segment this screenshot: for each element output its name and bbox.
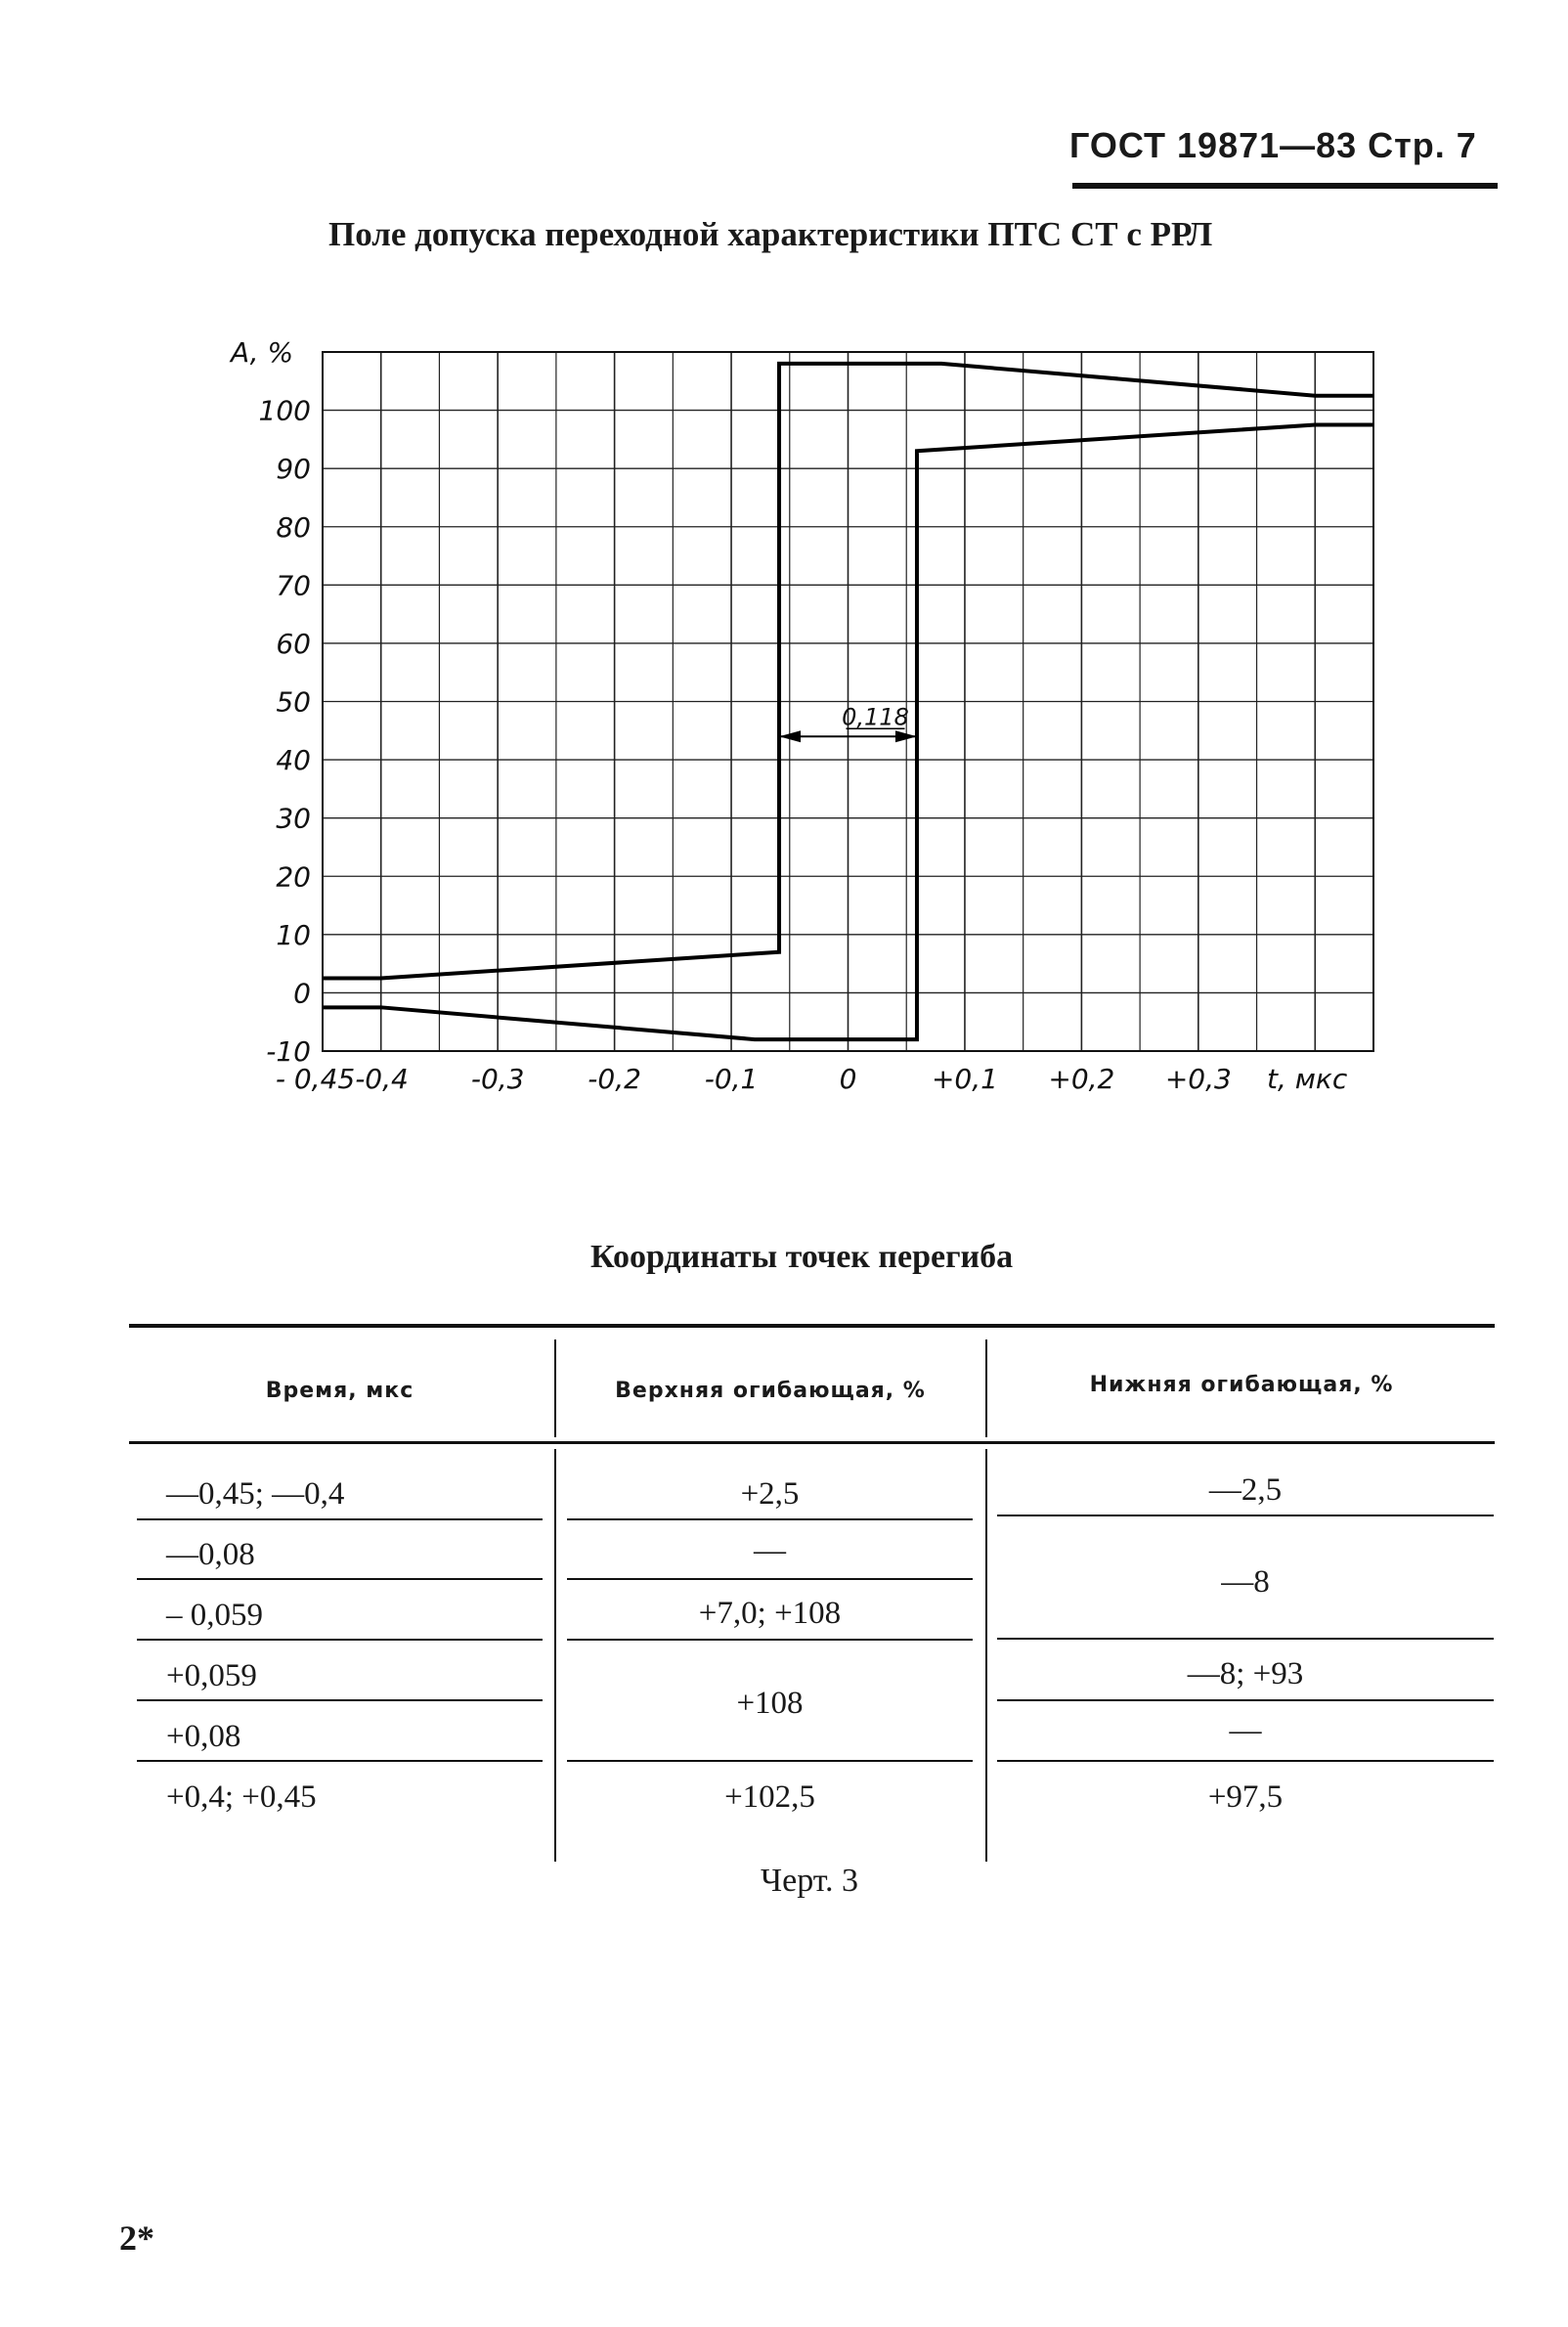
- y-tick-label: 30: [276, 802, 311, 835]
- cell-upper: +102,5: [724, 1779, 815, 1815]
- table-row-rule: [997, 1638, 1494, 1640]
- header-upper-envelope: Верхняя огибающая, %: [615, 1379, 926, 1403]
- figure-caption: Черт. 3: [761, 1863, 859, 1899]
- y-tick-label: 50: [276, 685, 311, 719]
- header-time: Время, мкс: [265, 1379, 414, 1403]
- annotation-label: 0,118: [842, 703, 909, 731]
- y-tick-label: 20: [276, 860, 311, 894]
- y-tick-label: 90: [276, 453, 311, 486]
- y-tick-labels: [259, 395, 311, 1068]
- x-tick-label: 0: [839, 1063, 857, 1095]
- page-marker: 2*: [119, 2218, 154, 2258]
- header-lower-envelope: Нижняя огибающая, %: [1089, 1373, 1394, 1397]
- cell-upper: —: [754, 1533, 786, 1568]
- x-tick-labels: [276, 1063, 1232, 1095]
- tolerance-chart: [0, 0, 1568, 1115]
- cell-time: —0,45; —0,4: [166, 1476, 345, 1512]
- cell-time: +0,059: [166, 1658, 257, 1693]
- y-tick-label: 70: [276, 569, 311, 602]
- cell-time: – 0,059: [166, 1598, 263, 1633]
- x-tick-label: +0,3: [1164, 1063, 1232, 1095]
- table-column-divider-2-body: [985, 1449, 987, 1862]
- cell-time: +0,08: [166, 1719, 241, 1754]
- cell-lower: —8: [1221, 1564, 1270, 1600]
- width-annotation: [779, 703, 917, 742]
- x-tick-label: +0,1: [931, 1063, 998, 1095]
- cell-time: —0,08: [166, 1537, 255, 1572]
- table-row-rule: [997, 1760, 1494, 1762]
- x-tick-label: -0,1: [704, 1063, 759, 1095]
- x-axis-label: t, мкс: [1267, 1063, 1348, 1095]
- x-tick-label: +0,2: [1048, 1063, 1115, 1095]
- cell-upper: +108: [736, 1686, 804, 1721]
- table-row-rule: [567, 1639, 973, 1641]
- table-row-rule: [997, 1515, 1494, 1516]
- chart-title: Поле допуска переходной характеристики ПТС СТ с РРЛ: [328, 215, 1213, 253]
- table-row-rule: [567, 1760, 973, 1762]
- cell-upper: +7,0; +108: [698, 1596, 842, 1631]
- y-axis-label: A, %: [231, 336, 294, 369]
- cell-upper: +2,5: [740, 1476, 800, 1512]
- table-header-rule: [129, 1441, 1495, 1444]
- y-tick-label: 60: [276, 627, 311, 660]
- x-tick-label: -0,2: [588, 1063, 641, 1095]
- table-row-rule: [567, 1578, 973, 1580]
- y-tick-label: -10: [266, 1035, 311, 1068]
- x-tick-label: -0,3: [470, 1063, 525, 1095]
- table-top-rule: [129, 1324, 1495, 1328]
- cell-lower: —8; +93: [1187, 1656, 1304, 1691]
- table-column-divider-1-body: [554, 1449, 556, 1862]
- table-row-rule: [137, 1699, 543, 1701]
- cell-lower: —: [1229, 1713, 1262, 1748]
- y-tick-label: 100: [258, 394, 311, 427]
- y-tick-label: 40: [276, 744, 311, 777]
- table-row-rule: [137, 1578, 543, 1580]
- y-tick-label: 10: [276, 918, 311, 951]
- chart-grid: [323, 352, 1373, 1051]
- cell-lower: —2,5: [1208, 1472, 1283, 1508]
- table-row-rule: [137, 1518, 543, 1520]
- table-row-rule: [567, 1518, 973, 1520]
- y-tick-label: 80: [276, 510, 311, 544]
- table-row-rule: [137, 1760, 543, 1762]
- cell-time: +0,4; +0,45: [166, 1779, 317, 1815]
- page-header: ГОСТ 19871—83 Стр. 7: [1069, 125, 1477, 165]
- table-row-rule: [137, 1639, 543, 1641]
- cell-lower: +97,5: [1207, 1779, 1284, 1815]
- table-title: Координаты точек перегиба: [590, 1239, 1014, 1275]
- x-tick-label: - 0,45-0,4: [275, 1063, 409, 1095]
- table-column-divider-1: [554, 1339, 556, 1437]
- table-row-rule: [997, 1699, 1494, 1701]
- y-tick-label: 0: [293, 977, 311, 1010]
